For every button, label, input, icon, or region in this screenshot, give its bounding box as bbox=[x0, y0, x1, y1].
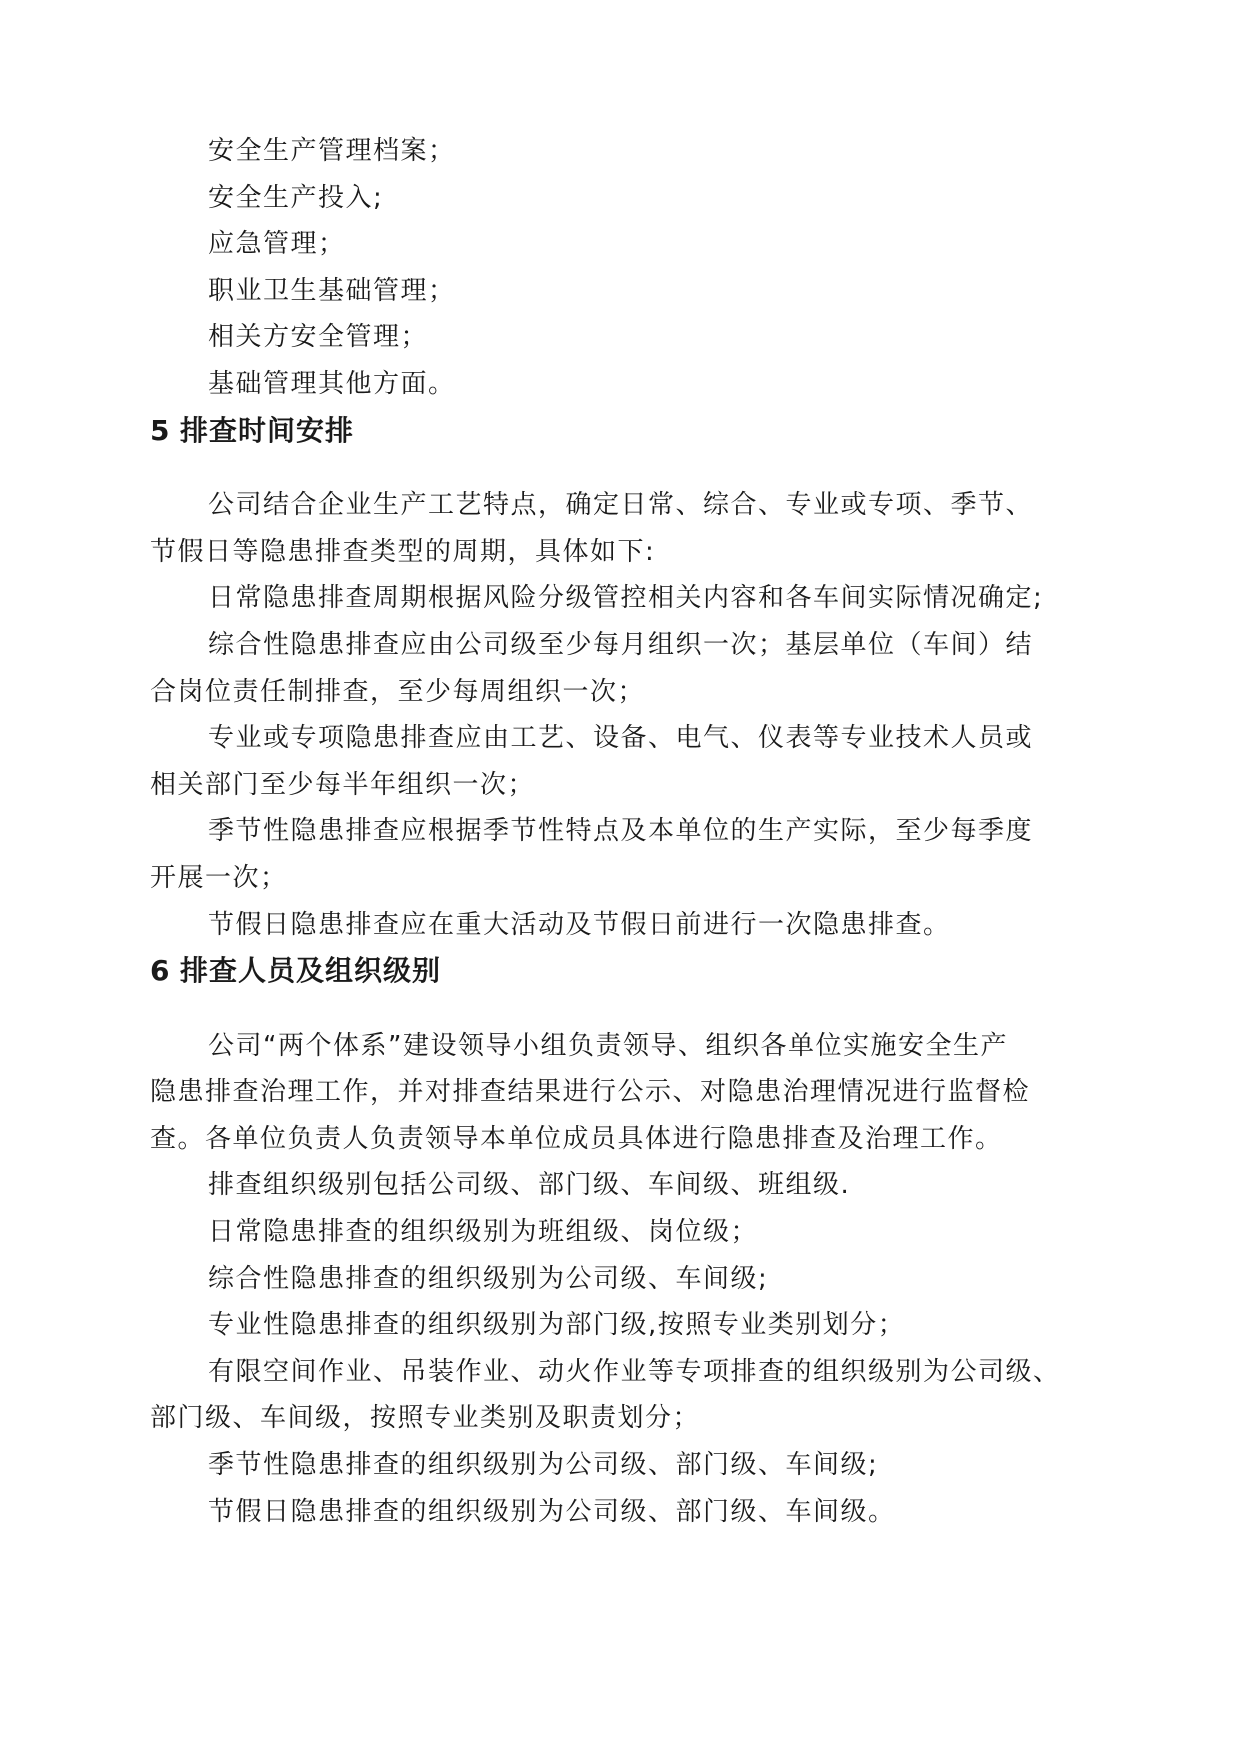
list-item: 安全生产管理档案； bbox=[208, 136, 456, 166]
paragraph-line: 有限空间作业、吊装作业、动火作业等专项排查的组织级别为公司级、 bbox=[208, 1356, 1061, 1387]
paragraph-line: 综合性隐患排查的组织级别为公司级、车间级; bbox=[208, 1263, 769, 1294]
paragraph-line: 节假日隐患排查应在重大活动及节假日前进行一次隐患排查。 bbox=[208, 909, 951, 940]
list-item: 职业卫生基础管理； bbox=[208, 275, 456, 306]
paragraph-line: 综合性隐患排查应由公司级至少每月组织一次；基层单位（车间）结 bbox=[208, 629, 1034, 660]
list-item: 安全生产投入; bbox=[208, 182, 384, 213]
paragraph-line: 合岗位责任制排查，至少每周组织一次； bbox=[150, 676, 646, 707]
paragraph-line: 专业性隐患排查的组织级别为部门级,按照专业类别划分； bbox=[208, 1310, 906, 1341]
section-title: 排查人员及组织级别 bbox=[180, 954, 442, 988]
paragraph-line: 节假日等隐患排查类型的周期，具体如下: bbox=[150, 536, 656, 567]
paragraph-line: 公司结合企业生产工艺特点，确定日常、综合、专业或专项、季节、 bbox=[208, 490, 1034, 521]
paragraph-line: 季节性隐患排查的组织级别为公司级、部门级、车间级; bbox=[208, 1450, 879, 1481]
section-5-heading bbox=[150, 408, 1095, 455]
section-6-body bbox=[150, 1023, 1095, 1536]
section-title: 排查时间安排 bbox=[180, 413, 355, 447]
list-item: 相关方安全管理； bbox=[208, 322, 429, 353]
paragraph-line: 日常隐患排查周期根据风险分级管控相关内容和各车间实际情况确定; bbox=[208, 583, 1044, 614]
paragraph-line: 排查组织级别包括公司级、部门级、车间级、班组级. bbox=[208, 1170, 851, 1201]
paragraph-line: 查。各单位负责人负责领导本单位成员具体进行隐患排查及治理工作。 bbox=[150, 1123, 1003, 1154]
paragraph-line: 开展一次； bbox=[150, 862, 288, 893]
list-item: 基础管理其他方面。 bbox=[208, 368, 456, 399]
section-5-body bbox=[150, 482, 1095, 948]
section-number: 5 bbox=[150, 413, 171, 447]
list-block bbox=[150, 128, 1095, 408]
document-page bbox=[150, 128, 1095, 1535]
paragraph-line: 专业或专项隐患排查应由工艺、设备、电气、仪表等专业技术人员或 bbox=[208, 723, 1034, 754]
section-6-heading bbox=[150, 948, 1095, 995]
paragraph-line: 季节性隐患排查应根据季节性特点及本单位的生产实际，至少每季度 bbox=[208, 816, 1034, 847]
paragraph-line: 隐患排查治理工作，并对排查结果进行公示、对隐患治理情况进行监督检 bbox=[150, 1077, 1031, 1108]
paragraph-line: 日常隐患排查的组织级别为班组级、岗位级； bbox=[208, 1217, 759, 1248]
paragraph-line: 相关部门至少每半年组织一次； bbox=[150, 769, 536, 800]
list-item: 应急管理； bbox=[208, 229, 346, 260]
paragraph-line: 部门级、车间级，按照专业类别及职责划分； bbox=[150, 1403, 701, 1434]
section-number: 6 bbox=[150, 954, 171, 988]
paragraph-line: 公司“两个体系”建设领导小组负责领导、组织各单位实施安全生产 bbox=[208, 1030, 1008, 1061]
paragraph-line: 节假日隐患排查的组织级别为公司级、部门级、车间级。 bbox=[208, 1496, 896, 1527]
